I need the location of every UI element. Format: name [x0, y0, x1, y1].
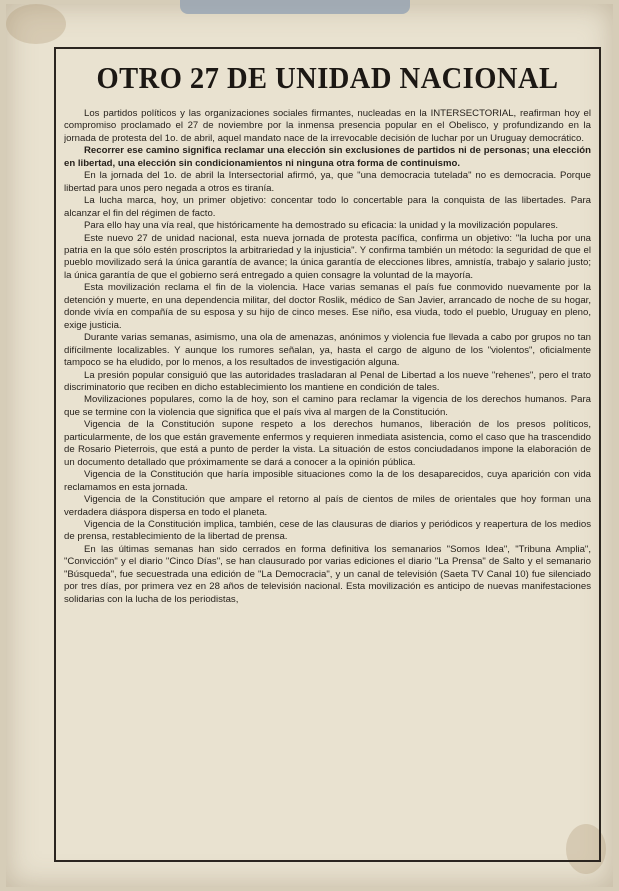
stain [6, 4, 66, 44]
paragraph-5: Para ello hay una vía real, que históricamente ha demostrado su eficacia: la unidad y la movilización populares. [84, 220, 559, 232]
paragraph-15: En las últimas semanas han sido cerrados en forma definitiva los semanarios "Somos Idea", "Tribuna Amplia", "Convicción" y el diario "Cinco Días", se han clausurado por varias ediciones el diario "La Prensa" de Salto y el semanario "Búsqueda", fue secuestrada una edición de "La Democracia", y un canal de televisión (Saeta TV Canal 10) fue silenciado por tres días, por primera vez en 28 años de televisión nacional. Esta movilización es anticipo de nuevas manifestaciones solidarias con la lucha de los periodistas, [64, 543, 591, 605]
paragraph-13: Vigencia de la Constitución que ampare el retorno al país de cientos de miles de orientales que hoy forman una verdadera diáspora dispersa en todo el planeta. [64, 494, 591, 518]
paragraph-2: Recorrer ese camino significa reclamar una elección sin exclusiones de partidos ni de personas; una elección en libertad, una elección sin condicionamientos ni ninguna otra forma de continuismo. [64, 145, 591, 169]
paragraph-7: Esta movilización reclama el fin de la violencia. Hace varias semanas el país fue conmovido nuevamente por la detención y muerte, en una dependencia militar, del doctor Roslik, médico de San Javier, arrancado de noche de su hogar, donde vivía en compañía de su esposa y su hijo de cinco meses. Ese niño, esa viuda, todo el pueblo, Uruguay en pleno, exige justicia. [64, 282, 591, 331]
paragraph-4: La lucha marca, hoy, un primer objetivo: concentar todo lo concertable para la conquista de las libertades. Para alcanzar el fin del régimen de facto. [64, 195, 591, 219]
paragraph-10: Movilizaciones populares, como la de hoy, son el camino para reclamar la vigencia de los derechos humanos. Para que se termine con la violencia que significa que el país viva al margen de la Constitución. [64, 394, 591, 418]
paragraph-3: En la jornada del 1o. de abril la Intersectorial afirmó, ya, que "una democracia tutelada" no es democracia. Porque libertad para unos pero negada a otros es tiranía. [64, 170, 591, 194]
tape [180, 0, 410, 14]
paragraph-1: Los partidos políticos y las organizaciones sociales firmantes, nucleadas en la INTERSECTORIAL, reafirman hoy el compromiso proclamado el 27 de noviembre por la inmensa presencia popular en el Obelisco, y profundizando en la jornada de protesta del 1o. de abril, aquel mandato nace de la irrevocable decisión de luchar por un Uruguay democrático. [64, 108, 591, 144]
article-body [64, 108, 591, 856]
article-title: OTRO 27 DE UNIDAD NACIONAL [96, 60, 559, 95]
paragraph-8: Durante varias semanas, asimismo, una ola de amenazas, anónimos y violencia fue llevada a cabo por grupos no tan difícilmente localizables. Y aunque los rumores señalan, ya, hasta el cargo de alguno de los "violentos", oficialmente tampoco se ha eludido, por lo menos, a los resultados de investigación alguna. [64, 332, 591, 369]
paragraph-11: Vigencia de la Constitución supone respeto a los derechos humanos, liberación de los presos políticos, particularmente, de los que están gravemente enfermos y requieren inmediata asistencia, como el caso que ha trascendido de Rosario Pieterrois, que está a punto de perder la vista. La situación de estos conciudadanos impone la elaboración de un documento detallado que próximamente se dará a conocer a la opinión pública. [64, 419, 591, 468]
paragraph-12: Vigencia de la Constitución que haría imposible situaciones como la de los desaparecidos, cuya aparición con vida reclamamos en esta jornada. [64, 469, 591, 493]
paragraph-6: Este nuevo 27 de unidad nacional, esta nueva jornada de protesta pacífica, confirma un objetivo: "la lucha por una patria en la que sólo estén proscriptos la arbitrariedad y la injusticia". Y confirma también un método: la seguridad de que el pueblo movilizado será la única garantía de avance; la única garantía de elecciones libres, amnistía, trabajo y salario justo; la única garantía de que el gobierno será entregado a quien consagre la voluntad de la mayoría. [64, 232, 591, 281]
paragraph-9: La presión popular consiguió que las autoridades trasladaran al Penal de Libertad a los nueve "rehenes", pero el trato discriminatorio que reciben en dicho establecimiento los mantiene en condición de tales. [64, 369, 591, 393]
paragraph-14: Vigencia de la Constitución implica, también, cese de las clausuras de diarios y periódicos y reapertura de los medios de prensa, restablecimiento de la libertad de prensa. [64, 518, 591, 543]
